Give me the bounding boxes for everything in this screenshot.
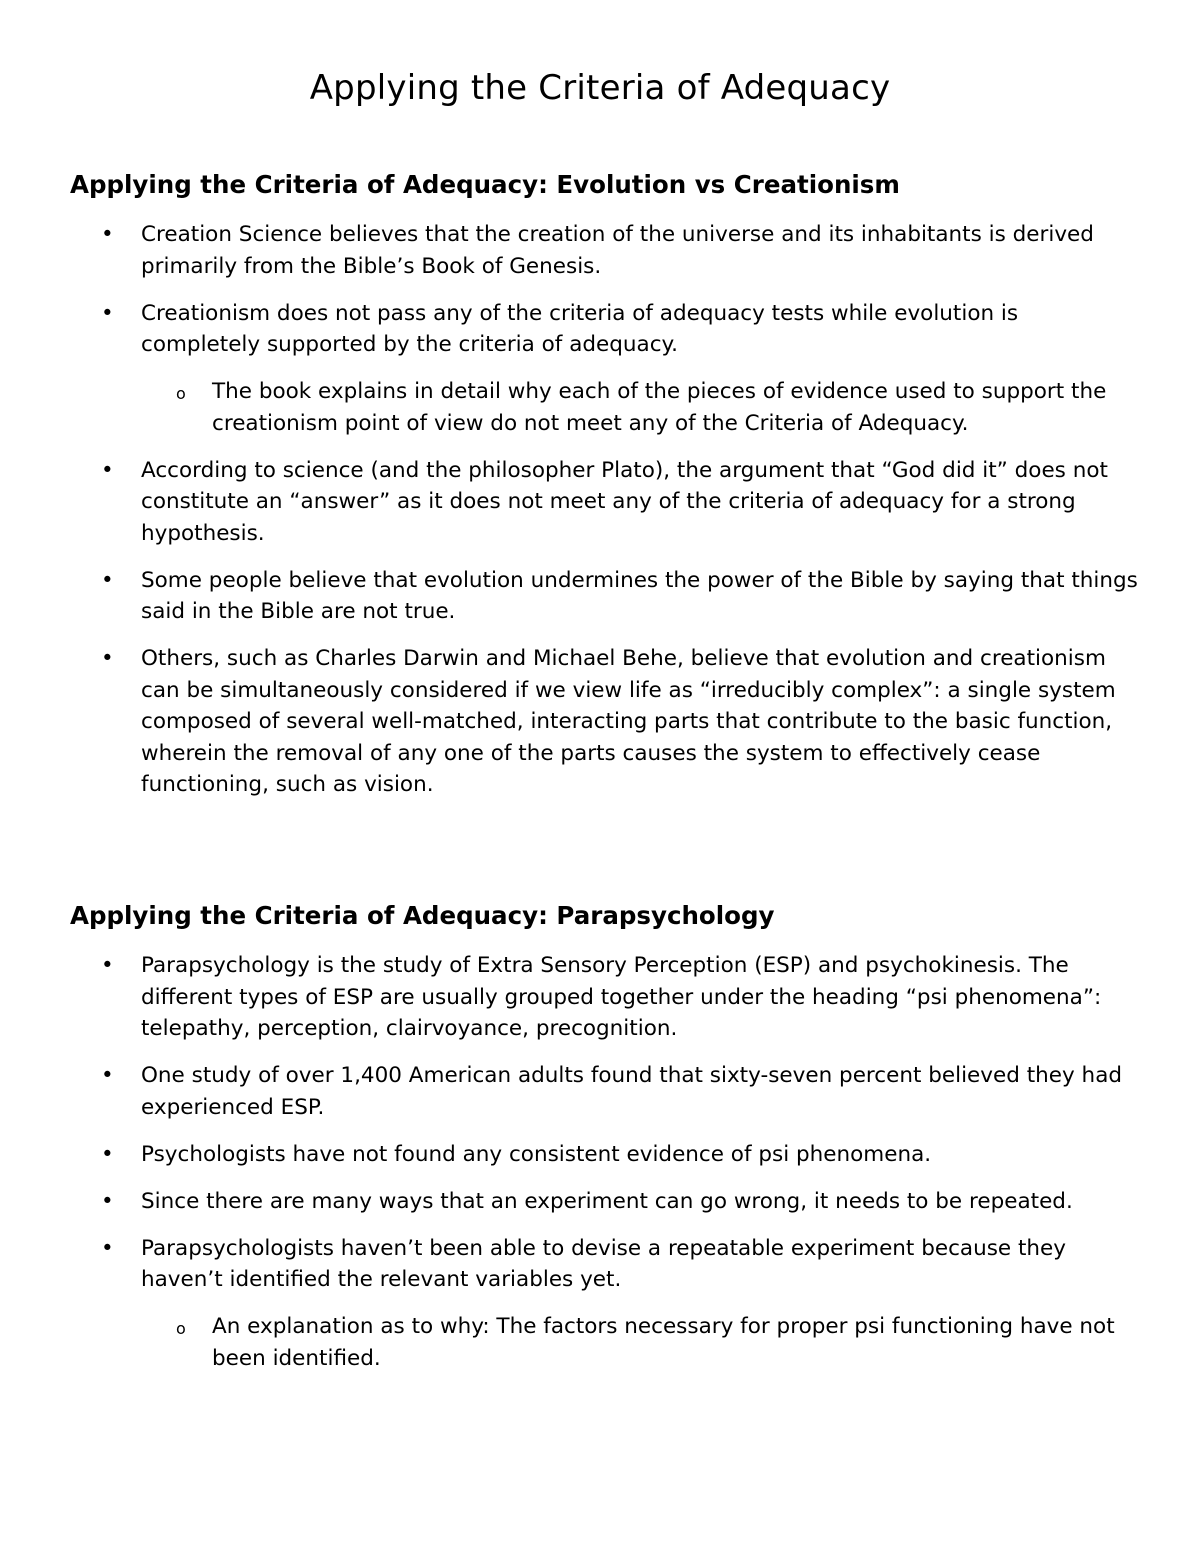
- sub-bullet-list: [141, 376, 1140, 439]
- list-item: [70, 219, 1140, 282]
- list-item-text: Creationism does not pass any of the criteria of adequacy tests while evolution is completely supported by the criteria of adequacy.: [141, 300, 1019, 357]
- bullet-icon: •: [101, 646, 114, 671]
- sub-list-item-text: An explanation as to why: The factors necessary for proper psi functioning have not been identified.: [212, 1314, 1115, 1371]
- circle-bullet-icon: o: [176, 384, 186, 403]
- list-item: [70, 565, 1140, 628]
- sub-list-item: [141, 1311, 1140, 1374]
- list-item-text: Creation Science believes that the creation of the universe and its inhabitants is derived primarily from the Bible’s Book of Genesis.: [141, 222, 1094, 279]
- circle-bullet-icon: o: [176, 1319, 186, 1338]
- bullet-icon: •: [101, 300, 114, 326]
- section-heading: Applying the Criteria of Adequacy: Parapsychology: [70, 901, 775, 930]
- bullet-icon: •: [101, 1141, 114, 1167]
- bullet-icon: •: [101, 1063, 114, 1088]
- section-heading: Applying the Criteria of Adequacy: Evolution vs Creationism: [70, 170, 900, 199]
- list-item-text: Parapsychology is the study of Extra Sensory Perception (ESP) and psychokinesis. The different types of ESP are usually grouped together under the heading “psi phenomena”: telepathy, perception, clairvoyance, precognition.: [141, 953, 1102, 1041]
- bullet-list: [70, 219, 1140, 801]
- bullet-icon: •: [101, 1235, 114, 1261]
- bullet-icon: •: [101, 567, 114, 593]
- bullet-icon: •: [101, 1188, 114, 1214]
- list-item-text: Since there are many ways that an experiment can go wrong, it needs to be repeated.: [141, 1188, 1073, 1214]
- sub-list-item: [141, 376, 1140, 439]
- list-item: [70, 1233, 1140, 1375]
- list-item: [70, 1139, 1140, 1171]
- list-item-text: Parapsychologists haven’t been able to devise a repeatable experiment because they haven’t identified the relevant variables yet.: [141, 1235, 1066, 1292]
- page-title: Applying the Criteria of Adequacy: [309, 68, 891, 108]
- list-item-text: Others, such as Charles Darwin and Michael Behe, believe that evolution and creationism can be simultaneously considered if we view life as “irreducibly complex”: a single system composed of several well-matched, interacting parts that contribute to the basic function, wherein the removal of any one of the parts causes the system to effectively cease functioning, such as vision.: [141, 646, 1116, 797]
- bullet-list: [70, 950, 1140, 1374]
- list-item: [70, 455, 1140, 550]
- list-item: [70, 1060, 1140, 1123]
- bullet-icon: •: [101, 222, 114, 247]
- list-item: [70, 1186, 1140, 1218]
- list-item-text: Psychologists have not found any consistent evidence of psi phenomena.: [141, 1141, 932, 1167]
- section-parapsychology: [70, 899, 1140, 1374]
- bullet-icon: •: [101, 953, 114, 978]
- list-item-text: Some people believe that evolution undermines the power of the Bible by saying that things said in the Bible are not true.: [141, 567, 1138, 624]
- sub-list-item-text: The book explains in detail why each of the pieces of evidence used to support the creationism point of view do not meet any of the Criteria of Adequacy.: [212, 379, 1107, 436]
- section-evolution-vs-creationism: [70, 168, 1140, 801]
- sub-bullet-list: [141, 1311, 1140, 1374]
- list-item-text: One study of over 1,400 American adults found that sixty-seven percent believed they had experienced ESP.: [141, 1063, 1123, 1120]
- list-item: [70, 950, 1140, 1045]
- list-item: [70, 298, 1140, 440]
- bullet-icon: •: [101, 457, 114, 483]
- list-item: [70, 643, 1140, 801]
- list-item-text: According to science (and the philosopher Plato), the argument that “God did it” does not constitute an “answer” as it does not meet any of the criteria of adequacy for a strong hypothesis.: [141, 457, 1108, 546]
